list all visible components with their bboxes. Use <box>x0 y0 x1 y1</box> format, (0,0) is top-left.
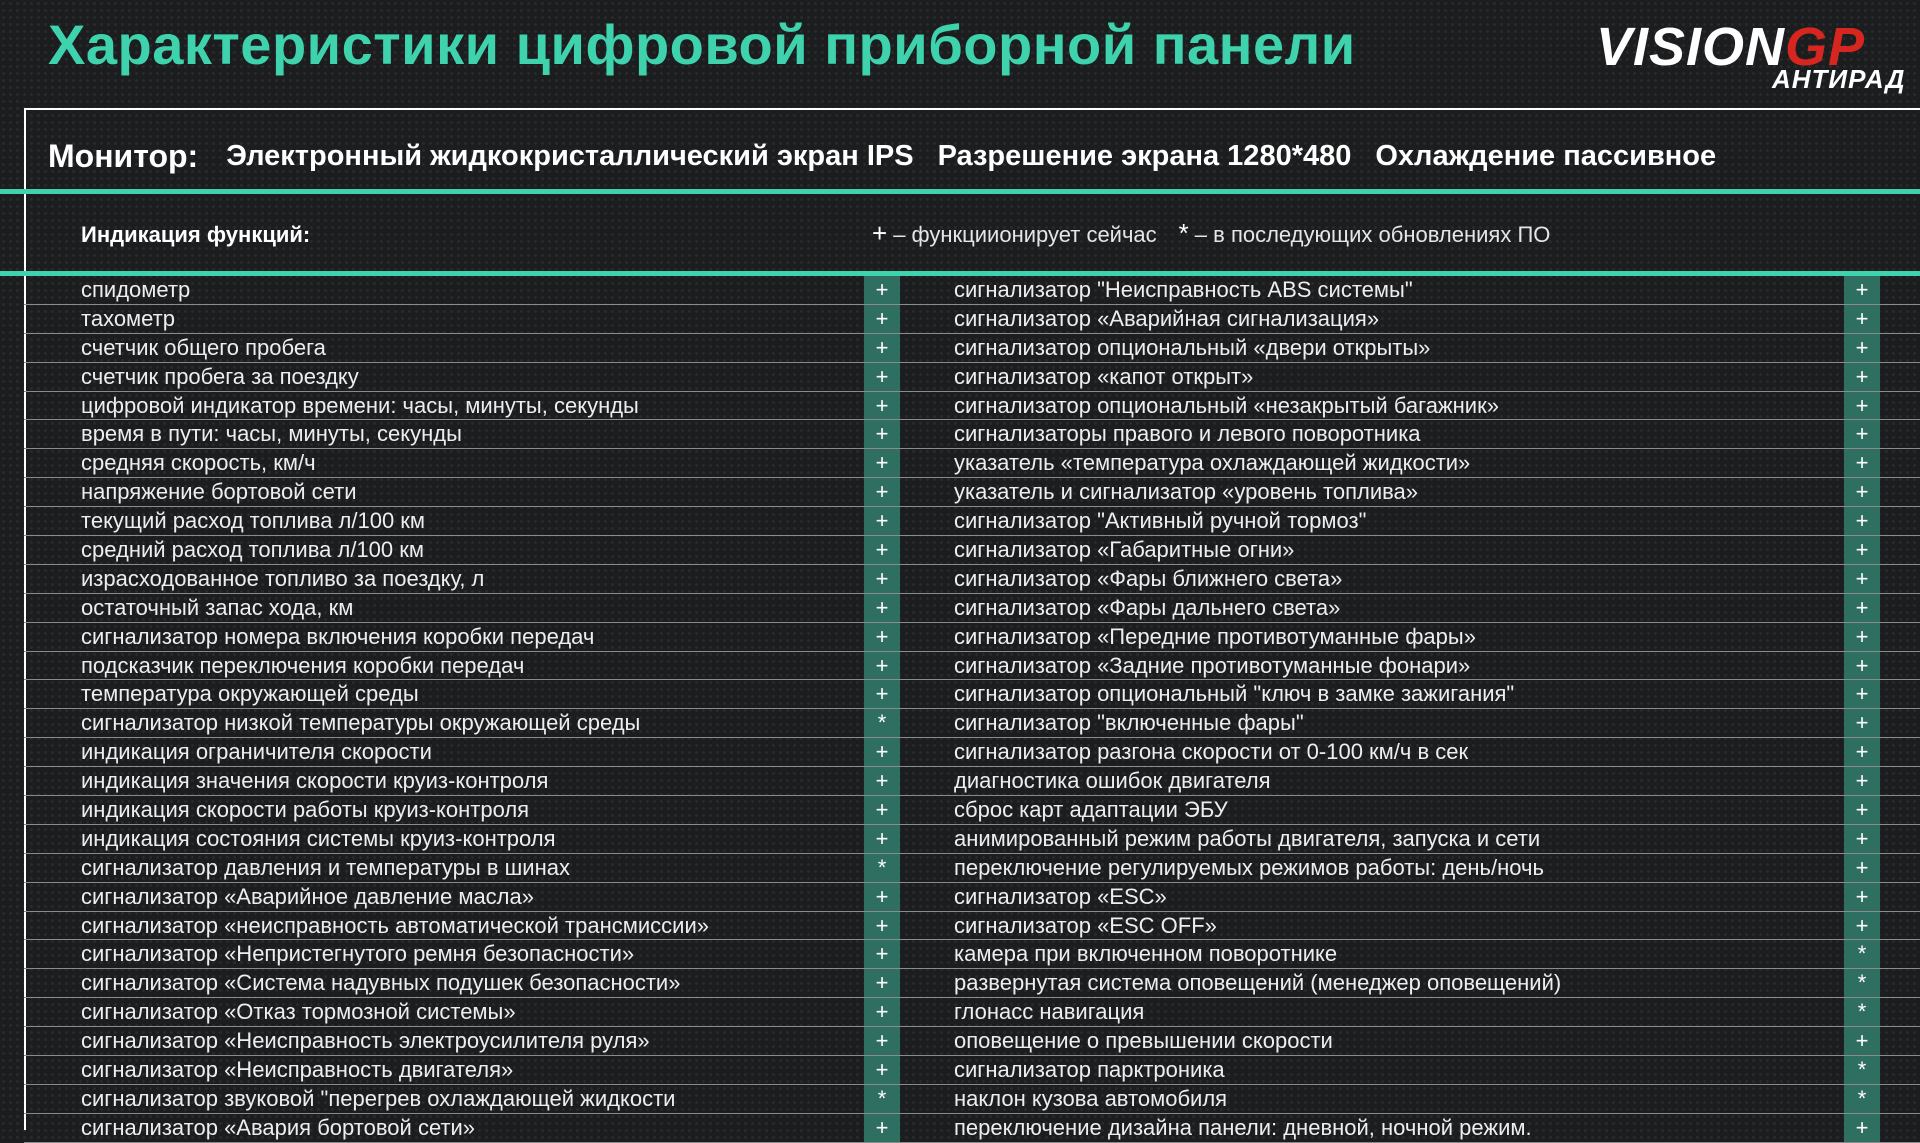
feature-right-label: сигнализатор опциональный «незакрытый багажник» <box>954 392 1499 418</box>
table-row <box>24 305 1920 334</box>
monitor-row <box>48 128 1740 184</box>
feature-right-status: + <box>1844 449 1880 477</box>
feature-right-label: сброс карт адаптации ЭБУ <box>954 797 1228 823</box>
feature-left-label: счетчик пробега за поездку <box>81 363 359 389</box>
feature-right-label: указатель и сигнализатор «уровень топлива» <box>954 479 1419 505</box>
feature-left-status: + <box>864 392 900 420</box>
feature-left-status: + <box>864 1027 900 1055</box>
monitor-spec-screen: Электронный жидкокристаллический экран IPS <box>226 139 914 172</box>
feature-left-status: + <box>864 652 900 680</box>
table-row <box>24 854 1920 883</box>
feature-left-label: сигнализатор «Непристегнутого ремня безопасности» <box>81 941 635 967</box>
table-row <box>24 767 1920 796</box>
feature-left-status: + <box>864 363 900 391</box>
table-row <box>24 276 1920 305</box>
feature-right-label: сигнализатор «Передние противотуманные фары» <box>954 623 1476 649</box>
feature-right-status: + <box>1844 1027 1880 1055</box>
features-table <box>24 276 1920 1143</box>
feature-left-status: + <box>864 969 900 997</box>
legend-later-symbol: * <box>1178 218 1189 248</box>
monitor-label: Монитор: <box>48 137 199 174</box>
feature-left-status: + <box>864 420 900 448</box>
logo-subtitle: АНТИРАД <box>1772 64 1906 94</box>
feature-left-label: средний расход топлива л/100 км <box>81 537 424 563</box>
feature-left-label: сигнализатор «Отказ тормозной системы» <box>81 999 516 1025</box>
feature-right-label: сигнализатор "включенные фары" <box>954 710 1304 736</box>
feature-right-status: + <box>1844 594 1880 622</box>
feature-right-label: сигнализатор опциональный "ключ в замке зажигания" <box>954 681 1515 707</box>
feature-left-status: + <box>864 738 900 766</box>
feature-left-label: сигнализатор «Аварийное давление масла» <box>81 883 534 909</box>
feature-left-status: + <box>864 536 900 564</box>
legend-now-text: – функциионирует сейчас <box>893 222 1157 247</box>
feature-right-status: + <box>1844 276 1880 304</box>
feature-right-label: сигнализатор «ESC» <box>954 883 1167 909</box>
feature-left-label: средняя скорость, км/ч <box>81 450 316 476</box>
table-row <box>24 940 1920 969</box>
feature-left-status: + <box>864 912 900 940</box>
table-row <box>24 478 1920 507</box>
feature-right-status: + <box>1844 883 1880 911</box>
legend-now-symbol: + <box>872 218 888 248</box>
feature-right-status: + <box>1844 507 1880 535</box>
feature-right-status: + <box>1844 680 1880 708</box>
table-row <box>24 594 1920 623</box>
feature-left-status: + <box>864 478 900 506</box>
legend-later-text: – в последующих обновлениях ПО <box>1194 222 1551 247</box>
feature-right-status: + <box>1844 709 1880 737</box>
table-row <box>24 1027 1920 1056</box>
feature-left-label: индикация значения скорости круиз-контроля <box>81 768 549 794</box>
table-row <box>24 912 1920 941</box>
monitor-spec-cooling: Охлаждение пассивное <box>1375 139 1717 172</box>
feature-left-status: + <box>864 796 900 824</box>
feature-left-label: сигнализатор «неисправность автоматической трансмиссии» <box>81 912 709 938</box>
table-row <box>24 1085 1920 1114</box>
feature-left-label: счетчик общего пробега <box>81 334 326 360</box>
table-row <box>24 709 1920 738</box>
feature-right-label: сигнализатор разгона скорости от 0-100 км/ч в сек <box>954 739 1469 765</box>
feature-right-status: + <box>1844 623 1880 651</box>
feature-right-label: анимированный режим работы двигателя, запуска и сети <box>954 825 1541 851</box>
feature-right-status: + <box>1844 565 1880 593</box>
feature-left-label: израсходованное топливо за поездку, л <box>81 565 485 591</box>
feature-right-status: + <box>1844 738 1880 766</box>
feature-right-label: сигнализатор «Аварийная сигнализация» <box>954 305 1380 331</box>
feature-right-label: сигнализатор опциональный «двери открыты» <box>954 334 1431 360</box>
feature-right-label: оповещение о превышении скорости <box>954 1028 1333 1054</box>
feature-right-status: + <box>1844 392 1880 420</box>
feature-right-label: глонасс навигация <box>954 999 1145 1025</box>
feature-left-label: напряжение бортовой сети <box>81 479 357 505</box>
feature-left-status: + <box>864 1114 900 1142</box>
feature-left-status: + <box>864 883 900 911</box>
feature-left-status: + <box>864 940 900 968</box>
logo-word-accent: GP <box>1785 17 1866 77</box>
table-row <box>24 825 1920 854</box>
feature-right-label: диагностика ошибок двигателя <box>954 768 1271 794</box>
feature-right-status: * <box>1844 998 1880 1026</box>
feature-left-label: сигнализатор номера включения коробки передач <box>81 623 595 649</box>
feature-left-label: температура окружающей среды <box>81 681 419 707</box>
feature-right-status: + <box>1844 478 1880 506</box>
feature-left-status: + <box>864 767 900 795</box>
table-row <box>24 998 1920 1027</box>
feature-left-label: время в пути: часы, минуты, секунды <box>81 421 462 447</box>
table-row <box>24 449 1920 478</box>
feature-right-status: + <box>1844 796 1880 824</box>
feature-right-label: сигнализатор «капот открыт» <box>954 363 1254 389</box>
feature-right-status: * <box>1844 1056 1880 1084</box>
feature-left-label: тахометр <box>81 305 175 331</box>
logo-word-main: VISION <box>1596 17 1786 77</box>
feature-right-status: + <box>1844 825 1880 853</box>
feature-left-status: + <box>864 680 900 708</box>
feature-right-label: сигнализатор "Неисправность ABS системы" <box>954 277 1413 302</box>
feature-right-status: + <box>1844 652 1880 680</box>
feature-left-status: + <box>864 305 900 333</box>
feature-right-label: переключение регулируемых режимов работы: день/ночь <box>954 854 1544 880</box>
feature-right-status: + <box>1844 767 1880 795</box>
feature-right-status: + <box>1844 334 1880 362</box>
feature-right-label: наклон кузова автомобиля <box>954 1085 1228 1111</box>
page-title: Характеристики цифровой приборной панели <box>48 13 1356 76</box>
feature-left-status: + <box>864 449 900 477</box>
feature-left-label: подсказчик переключения коробки передач <box>81 652 525 678</box>
feature-left-label: сигнализатор давления и температуры в шинах <box>81 854 570 880</box>
feature-left-label: сигнализатор «Неисправность электроусилителя руля» <box>81 1028 650 1054</box>
table-row <box>24 680 1920 709</box>
feature-right-label: указатель «температура охлаждающей жидкости» <box>954 450 1471 476</box>
table-row <box>24 334 1920 363</box>
feature-right-status: + <box>1844 536 1880 564</box>
feature-left-label: индикация скорости работы круиз-контроля <box>81 797 530 823</box>
feature-left-status: + <box>864 276 900 304</box>
table-row <box>24 1056 1920 1085</box>
table-row <box>24 1114 1920 1143</box>
feature-left-status: + <box>864 623 900 651</box>
feature-right-label: сигнализатор «Габаритные огни» <box>954 537 1295 563</box>
feature-right-status: + <box>1844 854 1880 882</box>
table-row <box>24 565 1920 594</box>
table-row <box>24 738 1920 767</box>
functions-label: Индикация функций: <box>81 222 311 247</box>
feature-right-status: * <box>1844 1085 1880 1113</box>
table-row <box>24 420 1920 449</box>
feature-left-label: индикация состояния системы круиз-контроля <box>81 825 556 851</box>
feature-left-label: сигнализатор звуковой "перегрев охлаждающей жидкости <box>81 1085 676 1111</box>
feature-right-label: развернутая система оповещений (менеджер оповещений) <box>954 970 1562 996</box>
feature-right-status: * <box>1844 969 1880 997</box>
feature-right-label: сигнализатор «ESC OFF» <box>954 912 1217 938</box>
feature-right-status: + <box>1844 1114 1880 1142</box>
feature-left-status: * <box>864 709 900 737</box>
feature-right-label: сигнализатор "Активный ручной тормоз" <box>954 508 1367 534</box>
feature-right-label: сигнализатор «Задние противотуманные фонари» <box>954 652 1471 678</box>
feature-left-status: + <box>864 334 900 362</box>
feature-right-status: + <box>1844 363 1880 391</box>
feature-left-label: сигнализатор «Авария бортовой сети» <box>81 1114 476 1140</box>
table-row <box>24 969 1920 998</box>
feature-left-status: + <box>864 565 900 593</box>
feature-left-label: спидометр <box>81 277 191 302</box>
table-row <box>24 392 1920 421</box>
divider-line-top <box>0 189 1920 194</box>
feature-left-label: индикация ограничителя скорости <box>81 739 432 765</box>
feature-right-status: * <box>1844 940 1880 968</box>
feature-left-status: * <box>864 854 900 882</box>
feature-right-status: + <box>1844 305 1880 333</box>
feature-right-label: сигнализаторы правого и левого поворотника <box>954 421 1421 447</box>
feature-left-label: сигнализатор «Неисправность двигателя» <box>81 1057 514 1083</box>
feature-right-status: + <box>1844 420 1880 448</box>
feature-right-label: переключение дизайна панели: дневной, ночной режим. <box>954 1114 1532 1140</box>
functions-legend <box>872 218 1550 249</box>
feature-left-status: * <box>864 1085 900 1113</box>
table-row <box>24 363 1920 392</box>
table-row <box>24 652 1920 681</box>
table-row <box>24 536 1920 565</box>
feature-left-label: текущий расход топлива л/100 км <box>81 508 426 534</box>
feature-left-status: + <box>864 1056 900 1084</box>
feature-right-label: сигнализатор «Фары дальнего света» <box>954 594 1341 620</box>
vision-gp-logo <box>1592 14 1920 94</box>
feature-left-label: цифровой индикатор времени: часы, минуты, секунды <box>81 392 639 418</box>
feature-right-label: камера при включенном поворотнике <box>954 941 1338 967</box>
feature-left-label: сигнализатор «Система надувных подушек безопасности» <box>81 970 681 996</box>
monitor-spec-resolution: Разрешение экрана 1280*480 <box>937 139 1352 172</box>
feature-left-status: + <box>864 507 900 535</box>
feature-left-status: + <box>864 998 900 1026</box>
feature-left-label: остаточный запас хода, км <box>81 594 354 620</box>
feature-right-label: сигнализатор «Фары ближнего света» <box>954 565 1343 591</box>
feature-right-label: сигнализатор парктроника <box>954 1057 1225 1083</box>
feature-left-status: + <box>864 594 900 622</box>
feature-right-status: + <box>1844 912 1880 940</box>
table-row <box>24 507 1920 536</box>
table-row <box>24 883 1920 912</box>
table-row <box>24 796 1920 825</box>
feature-left-label: сигнализатор низкой температуры окружающей среды <box>81 710 641 736</box>
feature-left-status: + <box>864 825 900 853</box>
table-row <box>24 623 1920 652</box>
